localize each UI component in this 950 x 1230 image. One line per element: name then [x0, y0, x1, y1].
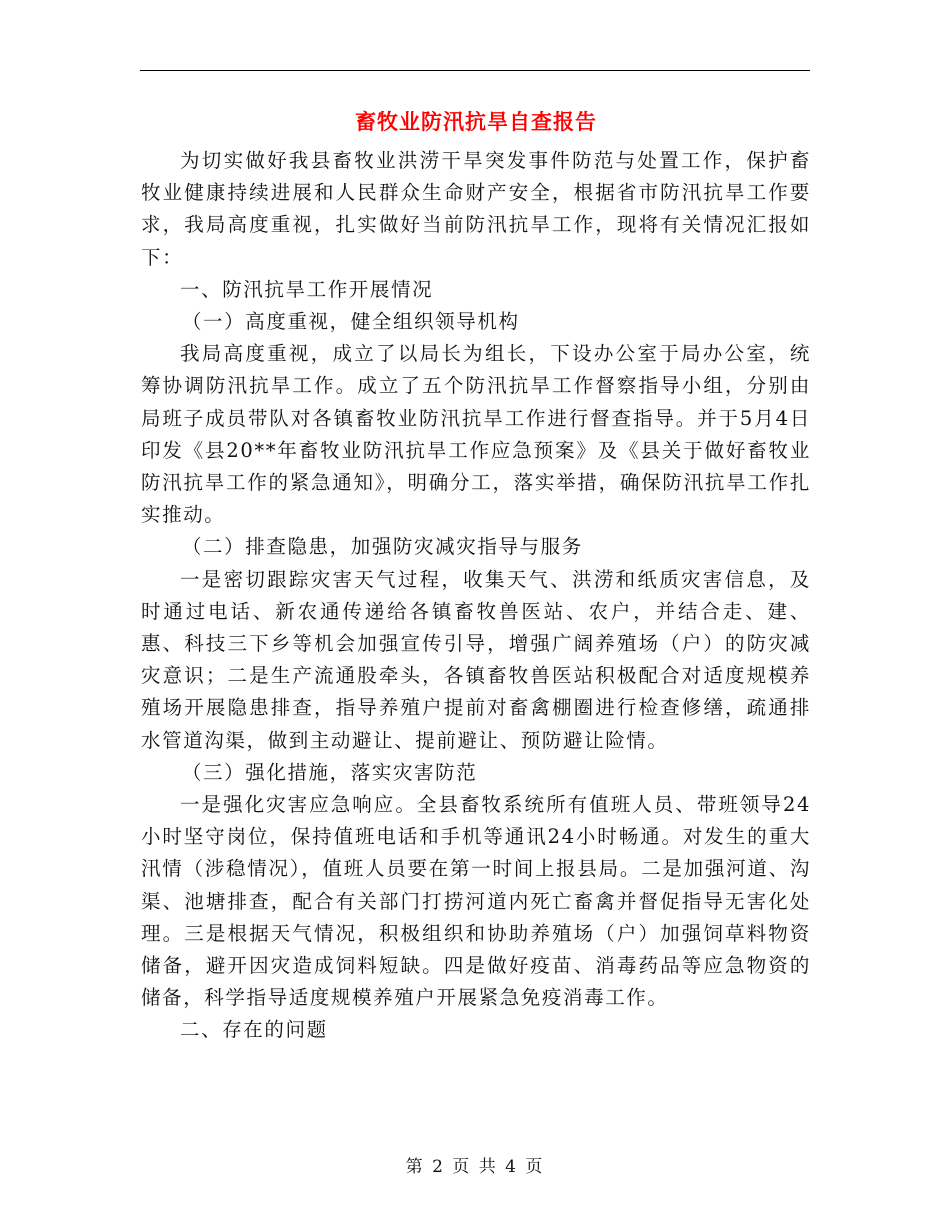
paragraph-inspection: 一是密切跟踪灾害天气过程，收集天气、洪涝和纸质灾害信息，及时通过电话、新农通传递给各镇畜牧兽医站、农户，并结合走、建、惠、科技三下乡等机会加强宣传引导，增强广阔养殖场（户）的防灾减灾意识；二是生产流通股牵头，各镇畜牧兽医站积极配合对适度规模养殖场开展隐患排查，指导养殖户提前对畜禽棚圈进行检查修缮，疏通排水管道沟渠，做到主动避让、提前避让、预防避让险情。	[141, 567, 811, 752]
subsection-heading-1: （一）高度重视，健全组织领导机构	[181, 310, 520, 334]
header-rule	[140, 70, 810, 71]
subsection-heading-2: （二）排查隐患，加强防灾减灾指导与服务	[181, 535, 583, 559]
subsection-heading-3: （三）强化措施，落实灾害防范	[181, 760, 478, 784]
paragraph-organization: 我局高度重视，成立了以局长为组长，下设办公室于局办公室，统筹协调防汛抗旱工作。成立了五个防汛抗旱工作督察指导小组，分别由局班子成员带队对各镇畜牧业防汛抗旱工作进行督查指导。并于5月4日印发《县20**年畜牧业防汛抗旱工作应急预案》及《县关于做好畜牧业防汛抗旱工作的紧急通知》，明确分工，落实举措，确保防汛抗旱工作扎实推动。	[141, 342, 811, 527]
section-heading-2: 二、存在的问题	[180, 1018, 328, 1042]
paragraph-intro: 为切实做好我县畜牧业洪涝干旱突发事件防范与处置工作，保护畜牧业健康持续进展和人民群众生命财产安全，根据省市防汛抗旱工作要求，我局高度重视，扎实做好当前防汛抗旱工作，现将有关情况汇报如下：	[141, 149, 811, 269]
page-number: 第 2 页 共 4 页	[405, 1157, 545, 1177]
section-heading-1: 一、防汛抗旱工作开展情况	[180, 277, 434, 301]
document-body	[141, 106, 811, 1047]
paragraph-measures: 一是强化灾害应急响应。全县畜牧系统所有值班人员、带班领导24小时坚守岗位，保持值班电话和手机等通讯24小时畅通。对发生的重大汛情（涉稳情况），值班人员要在第一时间上报县局。二是加强河道、沟渠、池塘排查，配合有关部门打捞河道内死亡畜禽并督促指导无害化处理。三是根据天气情况，积极组织和协助养殖场（户）加强饲草料物资储备，避开因灾造成饲料短缺。四是做好疫苗、消毒药品等应急物资的储备，科学指导适度规模养殖户开展紧急免疫消毒工作。	[141, 793, 811, 1010]
document-title: 畜牧业防汛抗旱自查报告	[355, 109, 597, 134]
